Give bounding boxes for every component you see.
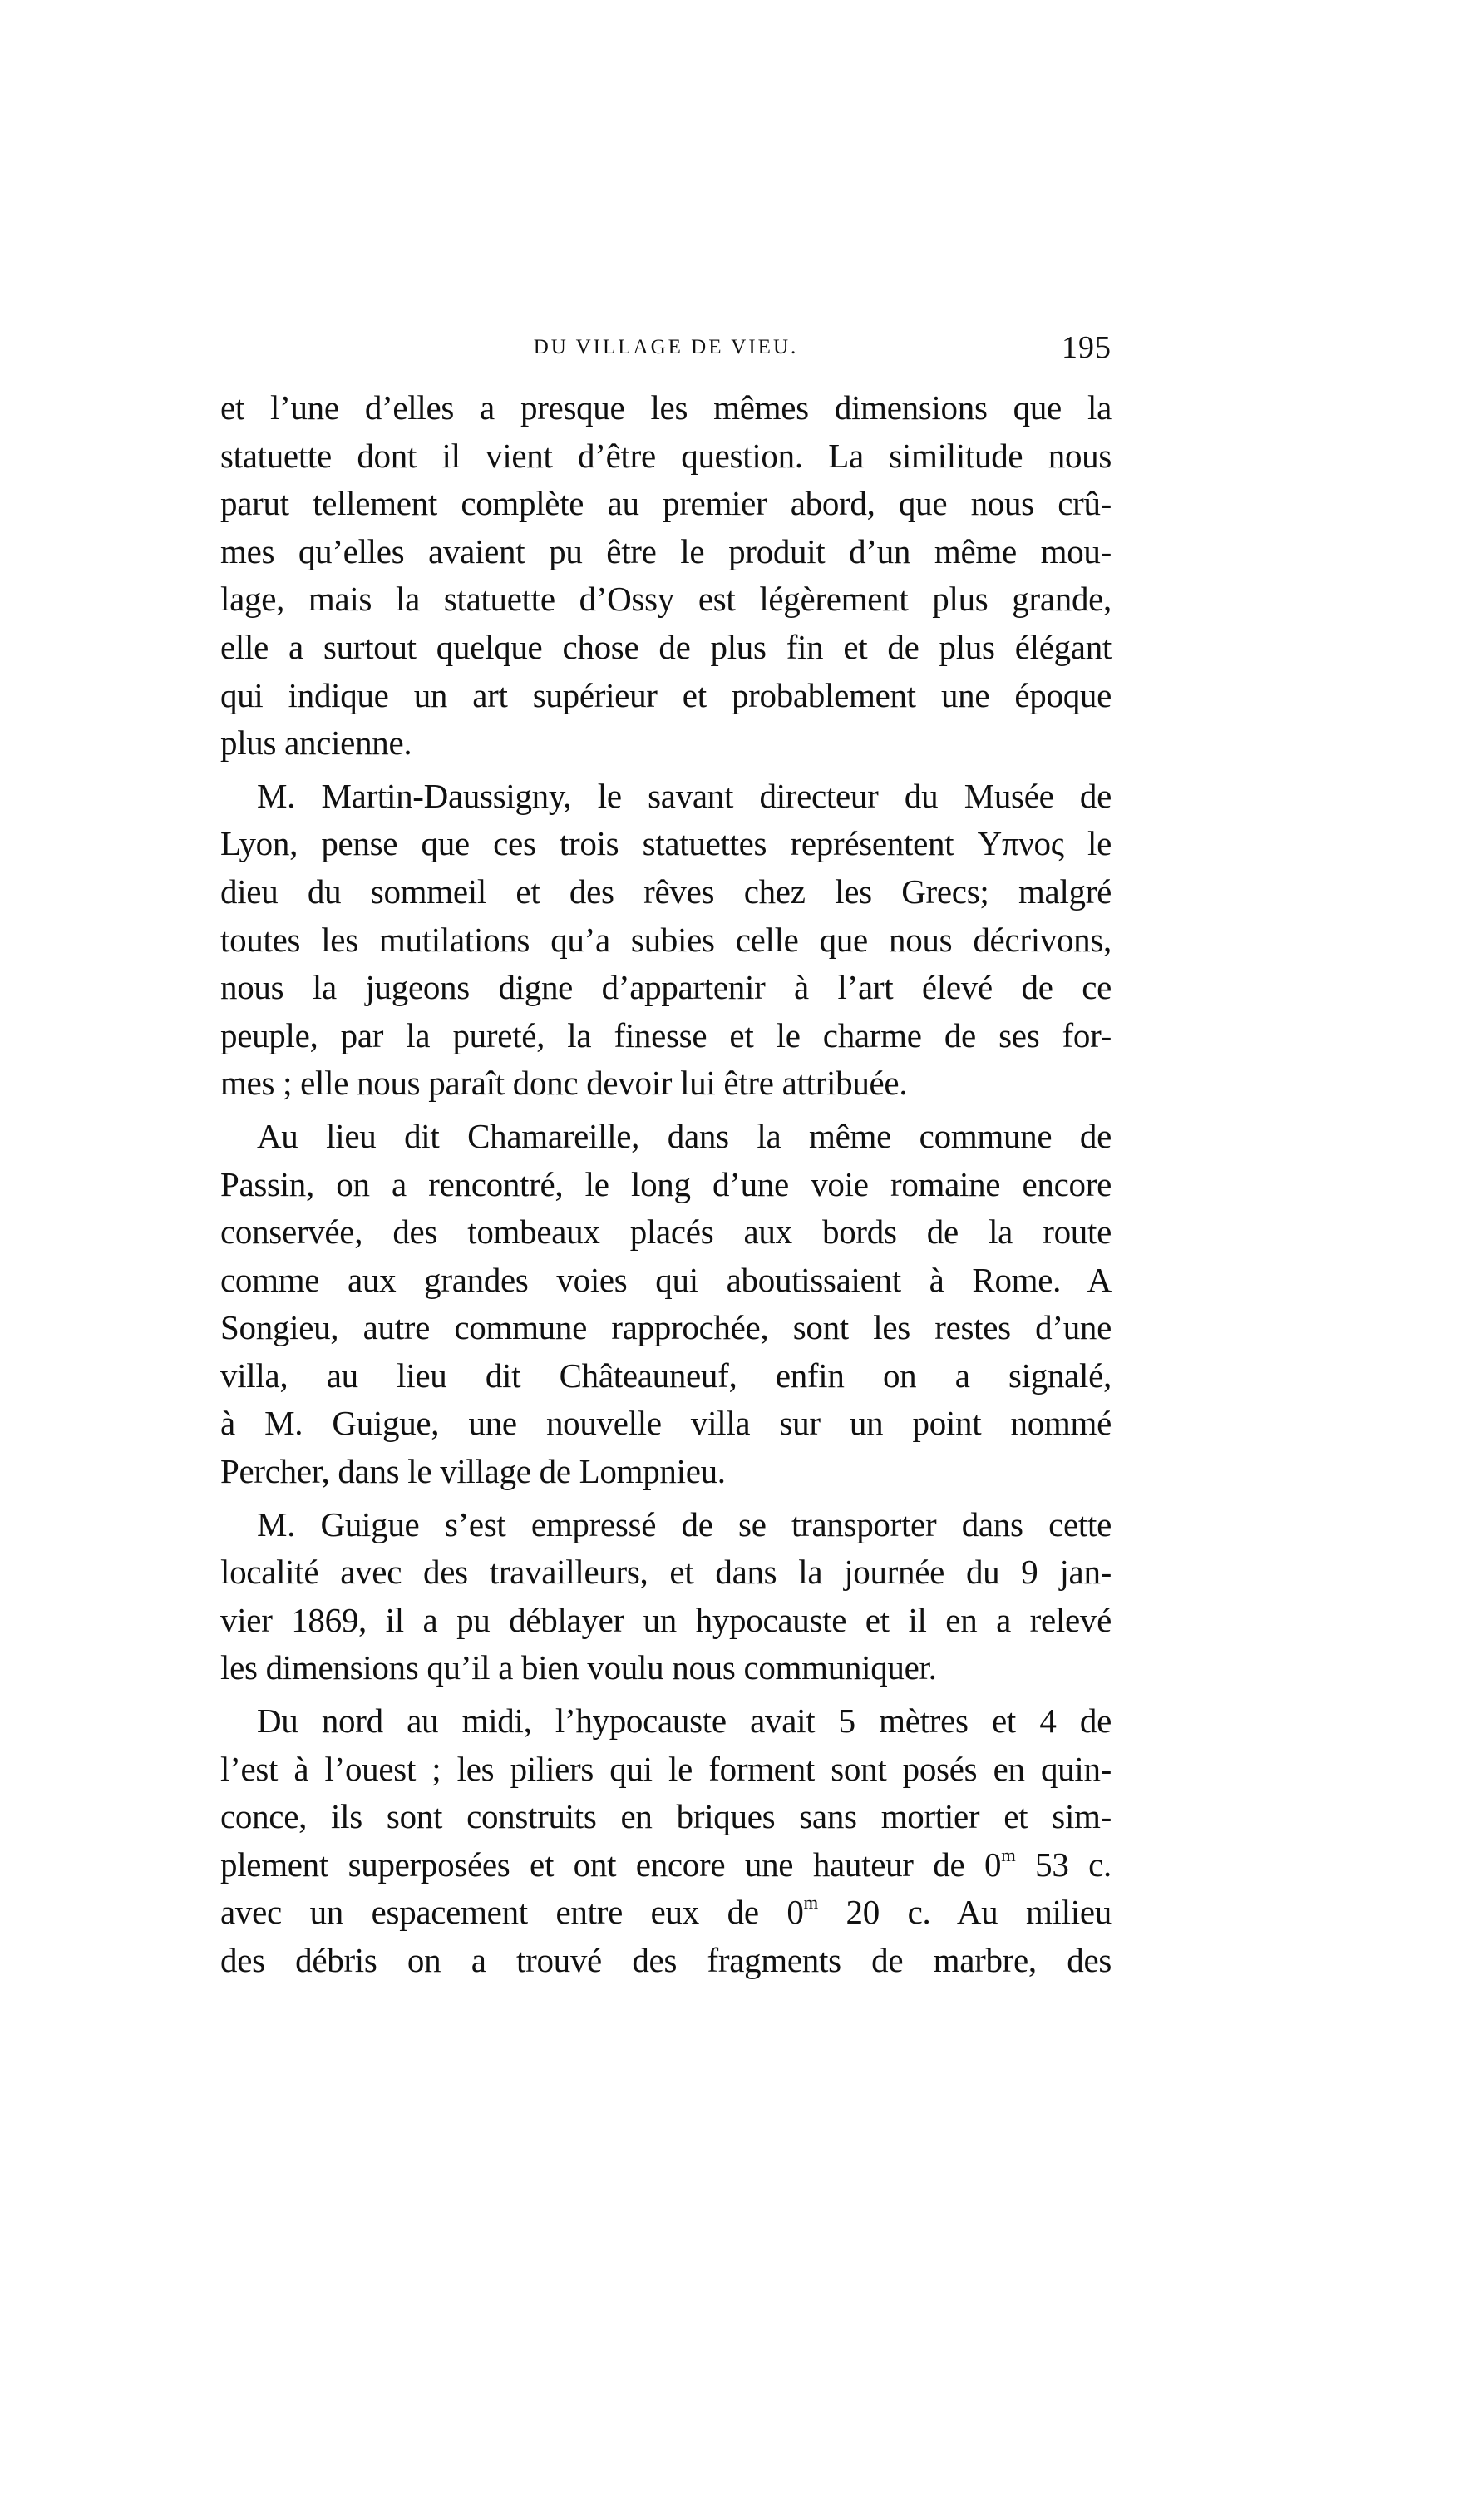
text-line: statuette dont il vient d’être question. La similitude nous xyxy=(220,436,1112,475)
text-line: et l’une d’elles a presque les mêmes dimensions que la xyxy=(220,388,1112,427)
text-line: comme aux grandes voies qui aboutissaient à Rome. A xyxy=(220,1260,1112,1299)
text-line: M. Martin-Daussigny, le savant directeur du Musée de xyxy=(257,776,1112,815)
text-line: conce, ils sont construits en briques sans mortier et sim- xyxy=(220,1797,1112,1836)
text-line: villa, au lieu dit Châteauneuf, enfin on a signalé, xyxy=(220,1356,1112,1395)
text-line: à M. Guigue, une nouvelle villa sur un point nommé xyxy=(220,1404,1112,1443)
paragraph xyxy=(220,1501,1112,1692)
paragraph xyxy=(220,1113,1112,1496)
text-line: plement superposées et ont encore une hauteur de 0$^m$ 53 c. xyxy=(220,1844,1112,1884)
text-line: mes ; elle nous paraît donc devoir lui être attribuée. xyxy=(220,1064,908,1103)
text-line: Songieu, autre commune rapprochée, sont les restes d’une xyxy=(220,1308,1112,1347)
text-line: mes qu’elles avaient pu être le produit d’un même mou- xyxy=(220,531,1112,570)
text-line: Percher, dans le village de Lompnieu. xyxy=(220,1452,726,1491)
text-line: M. Guigue s’est empressé de se transporter dans cette xyxy=(257,1504,1112,1543)
text-line: nous la jugeons digne d’appartenir à l’art élevé de ce xyxy=(220,968,1112,1007)
text-line: avec un espacement entre eux de 0$^m$ 20 c. Au milieu xyxy=(220,1892,1112,1932)
text-line: localité avec des travailleurs, et dans la journée du 9 jan- xyxy=(220,1553,1112,1592)
text-line: plus ancienne. xyxy=(220,724,412,763)
running-head xyxy=(220,331,1112,364)
text-line: peuple, par la pureté, la finesse et le charme de ses for- xyxy=(220,1015,1112,1054)
text-line: elle a surtout quelque chose de plus fin et de plus élégant xyxy=(220,627,1112,666)
paragraph xyxy=(220,1697,1112,1985)
text-line: qui indique un art supérieur et probablement une époque xyxy=(220,675,1112,714)
paragraph xyxy=(220,773,1112,1108)
body-text xyxy=(220,384,1112,1985)
text-line: parut tellement complète au premier abord, que nous crû- xyxy=(220,484,1112,523)
running-title: DU VILLAGE DE VIEU. xyxy=(533,336,799,358)
text-line: Passin, on a rencontré, le long d’une voie romaine encore xyxy=(220,1164,1112,1203)
text-line: lage, mais la statuette d’Ossy est légèrement plus grande, xyxy=(220,580,1112,619)
text-line: les dimensions qu’il a bien voulu nous communiquer. xyxy=(220,1648,937,1687)
text-line: Au lieu dit Chamareille, dans la même commune de xyxy=(257,1116,1112,1155)
text-line: Du nord au midi, l’hypocauste avait 5 mètres et 4 de xyxy=(257,1702,1112,1741)
text-line: dieu du sommeil et des rêves chez les Grecs; malgré xyxy=(220,872,1112,911)
text-line: vier 1869, il a pu déblayer un hypocauste et il en a relevé xyxy=(220,1600,1112,1639)
text-line: des débris on a trouvé des fragments de marbre, des xyxy=(220,1941,1112,1979)
text-line: conservée, des tombeaux placés aux bords de la route xyxy=(220,1213,1112,1252)
paragraph xyxy=(220,384,1112,768)
text-line: l’est à l’ouest ; les piliers qui le forment sont posés en quin- xyxy=(220,1749,1112,1788)
text-line: Lyon, pense que ces trois statuettes représentent Υπνος le xyxy=(220,824,1112,863)
text-line: toutes les mutilations qu’a subies celle que nous décrivons, xyxy=(220,920,1112,959)
page-number: 195 xyxy=(1062,330,1112,365)
